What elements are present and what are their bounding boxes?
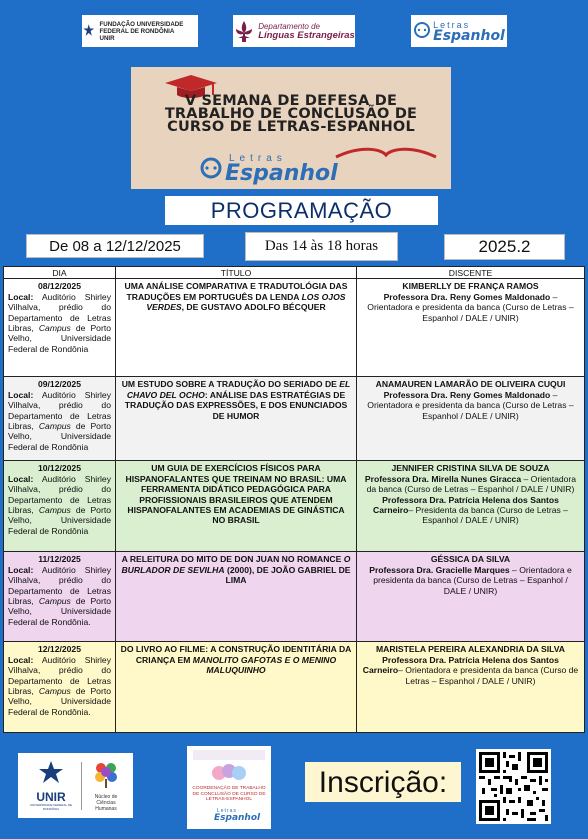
advisor-role: – Orientadora e presidenta da banca (Curso de Letras – Espanhol / DALE / UNIR) xyxy=(367,291,574,323)
advisor-role: – Orientadora e presidenta da banca (Curso de Letras – Espanhol / DALE / UNIR) xyxy=(373,564,572,596)
local-campus: Campus xyxy=(38,686,71,697)
fleur-de-lis-icon xyxy=(233,19,255,43)
semester-label: 2025.2 xyxy=(444,234,565,260)
footer-nucleo: Núcleo de Ciências Humanas xyxy=(94,794,118,812)
thesis-title-b: , DE GUSTAVO ADOLFO BÉCQUER xyxy=(181,302,326,313)
student-name: JENNIFER CRISTINA SILVA DE SOUZA xyxy=(391,463,550,474)
local-label: Local: xyxy=(8,473,34,484)
inscricao-label: Inscrição: xyxy=(305,762,461,802)
local-text-a: Auditório Shirley Vilhalva, prédio do Departamento de Letras Libras, xyxy=(8,291,111,334)
banner-espanhol: Espanhol xyxy=(225,161,338,186)
local-text-b: de Porto Velho, Universidade Federal de Rondônia xyxy=(8,596,111,627)
letras-espanhol-logo-top xyxy=(411,15,507,47)
thesis-title-a: DO LIVRO AO FILME: A CONSTRUÇÃO IDENTITÁRIA DA CRIANÇA EM xyxy=(120,644,352,665)
table-row xyxy=(4,279,585,377)
unir-footer-star-icon xyxy=(37,760,65,786)
coord-text: COORDENAÇÃO DE TRABALHO DE CONCLUSÃO DE CURSO DE LETRAS-ESPANHOL xyxy=(192,786,266,803)
coordination-logo xyxy=(187,746,271,829)
thesis-title-a: UM GUIA DE EXERCÍCIOS FÍSICOS PARA HISPANOFALANTES QUE TREINAM NO BRASIL: UMA FERRAMENTA DIDÁTICO PEDAGÓGICA PARA PROFISSIONAIS BRASILEIROS QUE ATENDEM HISPANOFALANTES EM ACADEMIAS DE GINÁSTICA NO BRASIL xyxy=(125,463,347,526)
local-campus: Campus xyxy=(38,421,71,432)
event-banner xyxy=(131,67,451,189)
session-date: 12/12/2025 xyxy=(37,644,81,655)
local-text-b: de Porto Velho, Universidade Federal de Rondônia xyxy=(8,505,111,536)
qr-code-icon xyxy=(476,749,551,824)
header-dia: DIA xyxy=(4,267,116,279)
schedule-table xyxy=(3,266,585,733)
advisor-name: Professora Dra. Mirella Nunes Giracca xyxy=(364,473,522,484)
book-icon xyxy=(331,145,441,159)
student-cell xyxy=(357,461,585,552)
advisor-role: – Orientadora e presidenta da banca (Curso de Letras – Espanhol / DALE / UNIR) xyxy=(398,665,579,686)
thesis-title-italic: LOS OJOS VERDES xyxy=(146,291,346,313)
unir-top-abbr: UNIR xyxy=(99,34,115,42)
espanhol-top-word: Espanhol xyxy=(433,28,505,44)
title-cell xyxy=(116,642,357,733)
thesis-title-italic: MANOLITO GAFOTAS E O MENINO MALUQUINHO xyxy=(192,654,337,676)
thesis-title-a: UM ESTUDO SOBRE A TRADUÇÃO DO SERIADO DE xyxy=(121,379,340,390)
table-row xyxy=(4,377,585,461)
local-text-a: Auditório Shirley Vilhalva, prédio do Departamento de Letras Libras, xyxy=(8,473,111,516)
student-cell xyxy=(357,552,585,642)
table-row xyxy=(4,552,585,642)
local-label: Local: xyxy=(8,389,34,400)
letras-top-word: Letras xyxy=(433,20,471,30)
thesis-title-b: (2000), DE JOÃO GABRIEL DE LIMA xyxy=(224,564,351,586)
footer-unir-sub: UNIVERSIDADE FEDERAL DE RONDÔNIA xyxy=(29,803,73,811)
thesis-title-b: : ANÁLISE DAS ESTRATÉGIAS DE TRADUÇÃO DAS EXPRESSÕES, E DOS ENUNCIADOS DE HUMOR xyxy=(124,389,348,421)
tree-icon xyxy=(92,759,120,789)
local-campus: Campus xyxy=(38,505,71,516)
local-end: . xyxy=(88,706,91,717)
registration-qr-code[interactable] xyxy=(476,749,551,824)
header-discente: DISCENTE xyxy=(357,267,585,279)
day-cell xyxy=(4,552,116,642)
day-cell xyxy=(4,279,116,377)
page-title: PROGRAMAÇÃO xyxy=(165,196,438,225)
advisor-name: Professora Dra. Gracielle Marques xyxy=(369,564,510,575)
thesis-title-a: UMA ANÁLISE COMPARATIVA E TRADUTOLÓGIA DAS TRADUÇÕES EM PORTUGUÊS DA LENDA xyxy=(124,281,348,302)
day-cell xyxy=(4,377,116,461)
thesis-title-italic: EL CHAVO DEL OCHO xyxy=(126,379,351,400)
thesis-title-italic: O BURLADOR DE SEVILHA xyxy=(121,554,351,575)
advisor-name: Professora Dra. Reny Gomes Maldonado xyxy=(383,389,551,400)
student-cell xyxy=(357,377,585,461)
student-cell xyxy=(357,642,585,733)
title-cell xyxy=(116,377,357,461)
coord-mini-logos xyxy=(193,750,265,760)
dle-line1: Departamento de xyxy=(258,22,321,31)
student-name: KIMBERLLY DE FRANÇA RAMOS xyxy=(402,281,539,292)
title-cell xyxy=(116,552,357,642)
unir-logo-top xyxy=(82,15,198,47)
advisor-name: Professora Dra. Patrícia Helena dos Santos Carneiro xyxy=(362,654,559,676)
advisor-name: Professora Dra. Reny Gomes Maldonado xyxy=(383,291,551,302)
student-name: MARISTELA PEREIRA ALEXANDRIA DA SILVA xyxy=(375,644,566,655)
local-campus: Campus xyxy=(38,596,71,607)
day-cell xyxy=(4,642,116,733)
advisor-role: – Orientadora e presidenta da banca (Curso de Letras – Espanhol / DALE / UNIR) xyxy=(367,389,574,421)
dle-logo-top xyxy=(233,15,355,47)
local-end: . xyxy=(88,616,91,627)
table-row xyxy=(4,642,585,733)
table-row xyxy=(4,461,585,552)
banner-speech-icon xyxy=(199,157,223,181)
session-date: 11/12/2025 xyxy=(38,554,81,565)
student-name: ANAMAUREN LAMARÃO DE OLIVEIRA CUQUI xyxy=(375,379,566,390)
local-text-a: Auditório Shirley Vilhalva, prédio do Departamento de Letras Libras, xyxy=(8,654,111,697)
header-titulo: TÍTULO xyxy=(116,267,357,279)
local-label: Local: xyxy=(8,291,34,302)
local-text-a: Auditório Shirley Vilhalva, prédio do Departamento de Letras Libras, xyxy=(8,564,111,607)
president-name: Professora Dra. Patrícia Helena dos Santos Carneiro xyxy=(373,494,559,516)
unir-star-icon xyxy=(82,19,96,43)
local-label: Local: xyxy=(8,654,34,665)
banner-letras: Letras xyxy=(229,153,287,164)
thesis-title-a: A RELEITURA DO MITO DE DON JUAN NO ROMANCE xyxy=(121,554,344,565)
unir-top-text: FUNDAÇÃO UNIVERSIDADE FEDERAL DE RONDÔNIA xyxy=(99,20,184,35)
local-text-b: de Porto Velho, Universidade Federal de Rondônia xyxy=(8,686,111,717)
event-hours: Das 14 às 18 horas xyxy=(245,232,398,261)
advisor-role: – Orientadora da banca (Curso de Letras – Espanhol / DALE / UNIR) xyxy=(366,473,577,495)
coord-hands-icon xyxy=(209,762,249,784)
local-text-b: de Porto Velho, Universidade Federal de Rondônia xyxy=(8,421,111,452)
president-role: – Presidenta da banca (Curso de Letras – Espanhol / DALE / UNIR) xyxy=(408,505,568,526)
speech-bubble-icon xyxy=(413,22,431,40)
table-header-row xyxy=(4,267,585,279)
title-cell xyxy=(116,279,357,377)
local-text-a: Auditório Shirley Vilhalva, prédio do Departamento de Letras Libras, xyxy=(8,389,111,432)
banner-title: V SEMANA DE DEFESA DE TRABALHO DE CONCLUSÃO DE CURSO DE LETRAS-ESPANHOL xyxy=(164,93,418,135)
event-dates: De 08 a 12/12/2025 xyxy=(26,234,204,258)
local-label: Local: xyxy=(8,564,34,575)
session-date: 09/12/2025 xyxy=(37,379,81,390)
coord-espanhol: Espanhol xyxy=(214,813,261,823)
student-name: GÉSSICA DA SILVA xyxy=(430,554,511,565)
coord-letras: Letras xyxy=(217,808,237,814)
session-date: 08/12/2025 xyxy=(37,281,81,292)
footer-unir-abbr: UNIR xyxy=(36,790,66,804)
dle-line2: Línguas Estrangeiras xyxy=(258,30,355,41)
local-campus: Campus xyxy=(38,323,71,334)
title-cell xyxy=(116,461,357,552)
local-text-b: de Porto Velho, Universidade Federal de Rondônia xyxy=(8,323,111,354)
day-cell xyxy=(4,461,116,552)
unir-nucleo-logo xyxy=(18,753,133,818)
student-cell xyxy=(357,279,585,377)
session-date: 10/12/2025 xyxy=(37,463,81,474)
